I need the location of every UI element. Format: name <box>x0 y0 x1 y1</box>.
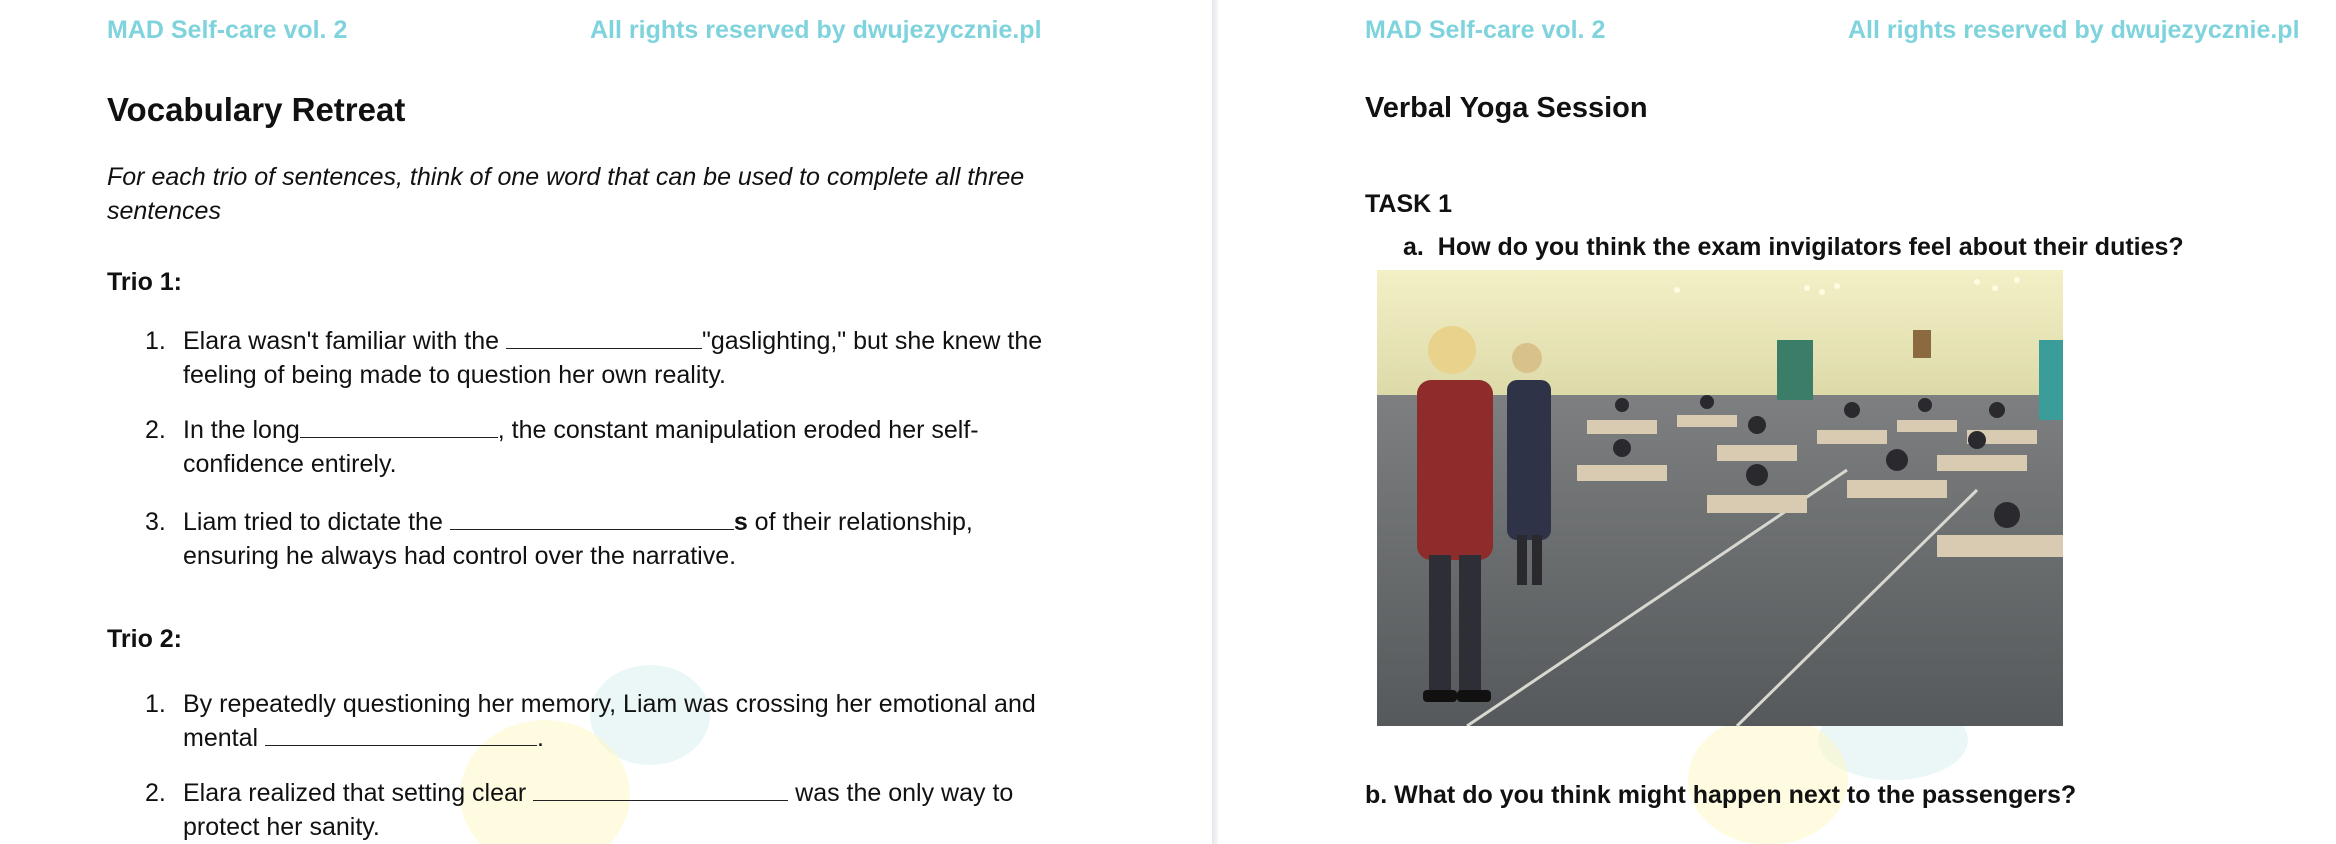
page-title: Verbal Yoga Session <box>1365 92 1648 124</box>
answer-blank[interactable] <box>450 507 734 530</box>
item-text-before: Elara realized that setting clear <box>183 779 534 807</box>
item-text-before: In the long <box>183 416 300 444</box>
question-a <box>1403 233 2184 262</box>
item-text-after: "gaslighting," but she knew the feeling of being made to question her own reality. <box>183 327 1043 389</box>
instructions: For each trio of sentences, think of one word that can be used to complete all three sentences <box>107 163 1025 225</box>
list-item <box>145 687 1065 755</box>
exam-hall-photo <box>1377 270 2063 726</box>
item-text-after: was the only way to protect her sanity. <box>183 779 1014 841</box>
header-book-title: MAD Self-care vol. 2 <box>1365 16 1606 44</box>
item-number: 2. <box>145 779 166 807</box>
right-page <box>1218 0 2336 844</box>
header-rights: All rights reserved by dwujezycznie.pl <box>590 16 1042 44</box>
item-text-before: By repeatedly questioning her memory, Liam was crossing her emotional and mental <box>183 690 1036 752</box>
exam-hall-illustration <box>1377 270 2063 726</box>
list-item <box>145 413 1065 481</box>
trio-label: Trio 2: <box>107 625 183 653</box>
header-book-title: MAD Self-care vol. 2 <box>107 16 348 44</box>
item-text-after: , the constant manipulation eroded her self-confidence entirely. <box>183 416 979 478</box>
question-marker: a. <box>1403 233 1424 261</box>
answer-blank[interactable] <box>300 415 498 438</box>
item-number: 3. <box>145 508 166 536</box>
item-number: 1. <box>145 327 166 355</box>
question-b: b. What do you think might happen next to the passengers? <box>1365 781 2077 809</box>
list-item <box>145 776 1065 844</box>
trio-label: Trio 1: <box>107 268 183 296</box>
item-text-after: of their relationship, ensuring he always had control over the narrative. <box>183 508 973 570</box>
answer-blank[interactable] <box>506 326 702 349</box>
page-title: Vocabulary Retreat <box>107 91 406 128</box>
answer-blank[interactable] <box>533 778 788 801</box>
item-suffix: s <box>733 508 748 536</box>
header-rights: All rights reserved by dwujezycznie.pl <box>1848 16 2300 44</box>
question-a-text: How do you think the exam invigilators feel about their duties? <box>1437 233 2184 261</box>
item-number: 1. <box>145 690 166 718</box>
list-item <box>145 324 1065 392</box>
list-item <box>145 505 1065 573</box>
item-text-before: Liam tried to dictate the <box>183 508 450 536</box>
decorative-blob-yellow <box>1688 715 1848 844</box>
task-label: TASK 1 <box>1365 190 1453 218</box>
item-text-before: Elara wasn't familiar with the <box>183 327 506 355</box>
item-text-after: . <box>536 724 544 752</box>
item-number: 2. <box>145 416 166 444</box>
answer-blank[interactable] <box>265 723 537 746</box>
